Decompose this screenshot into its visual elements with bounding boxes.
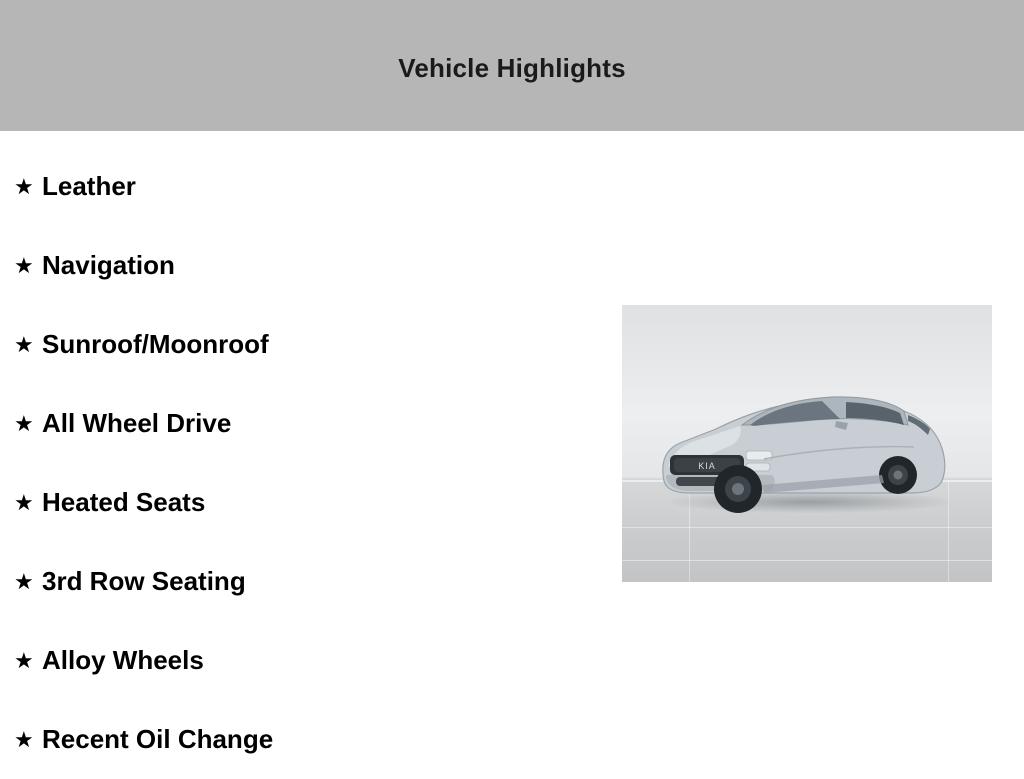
star-icon: ★ [14,489,34,515]
highlight-label: Leather [42,171,136,201]
list-item [0,542,600,621]
list-item [0,463,600,542]
star-icon: ★ [14,173,34,199]
list-item [0,384,600,463]
highlight-label: Recent Oil Change [42,724,274,754]
list-item [0,147,600,226]
highlights-list [0,147,600,779]
content-area [0,131,1024,768]
highlight-label: Sunroof/Moonroof [42,329,269,359]
star-icon: ★ [14,331,34,357]
list-item [0,621,600,700]
star-icon: ★ [14,568,34,594]
page-title: Vehicle Highlights [398,53,626,83]
list-item [0,226,600,305]
star-icon: ★ [14,647,34,673]
highlight-label: Navigation [42,250,175,280]
list-item [0,305,600,384]
star-icon: ★ [14,252,34,278]
vehicle-photo [622,305,992,582]
svg-text:KIA: KIA [698,461,716,471]
suv-illustration [646,363,966,533]
header-bar [0,0,1024,131]
star-icon: ★ [14,410,34,436]
highlight-label: All Wheel Drive [42,408,232,438]
list-item [0,700,600,779]
highlight-label: 3rd Row Seating [42,566,246,596]
highlight-label: Alloy Wheels [42,645,204,675]
floor-line [622,560,992,561]
star-icon: ★ [14,726,34,752]
highlight-label: Heated Seats [42,487,206,517]
